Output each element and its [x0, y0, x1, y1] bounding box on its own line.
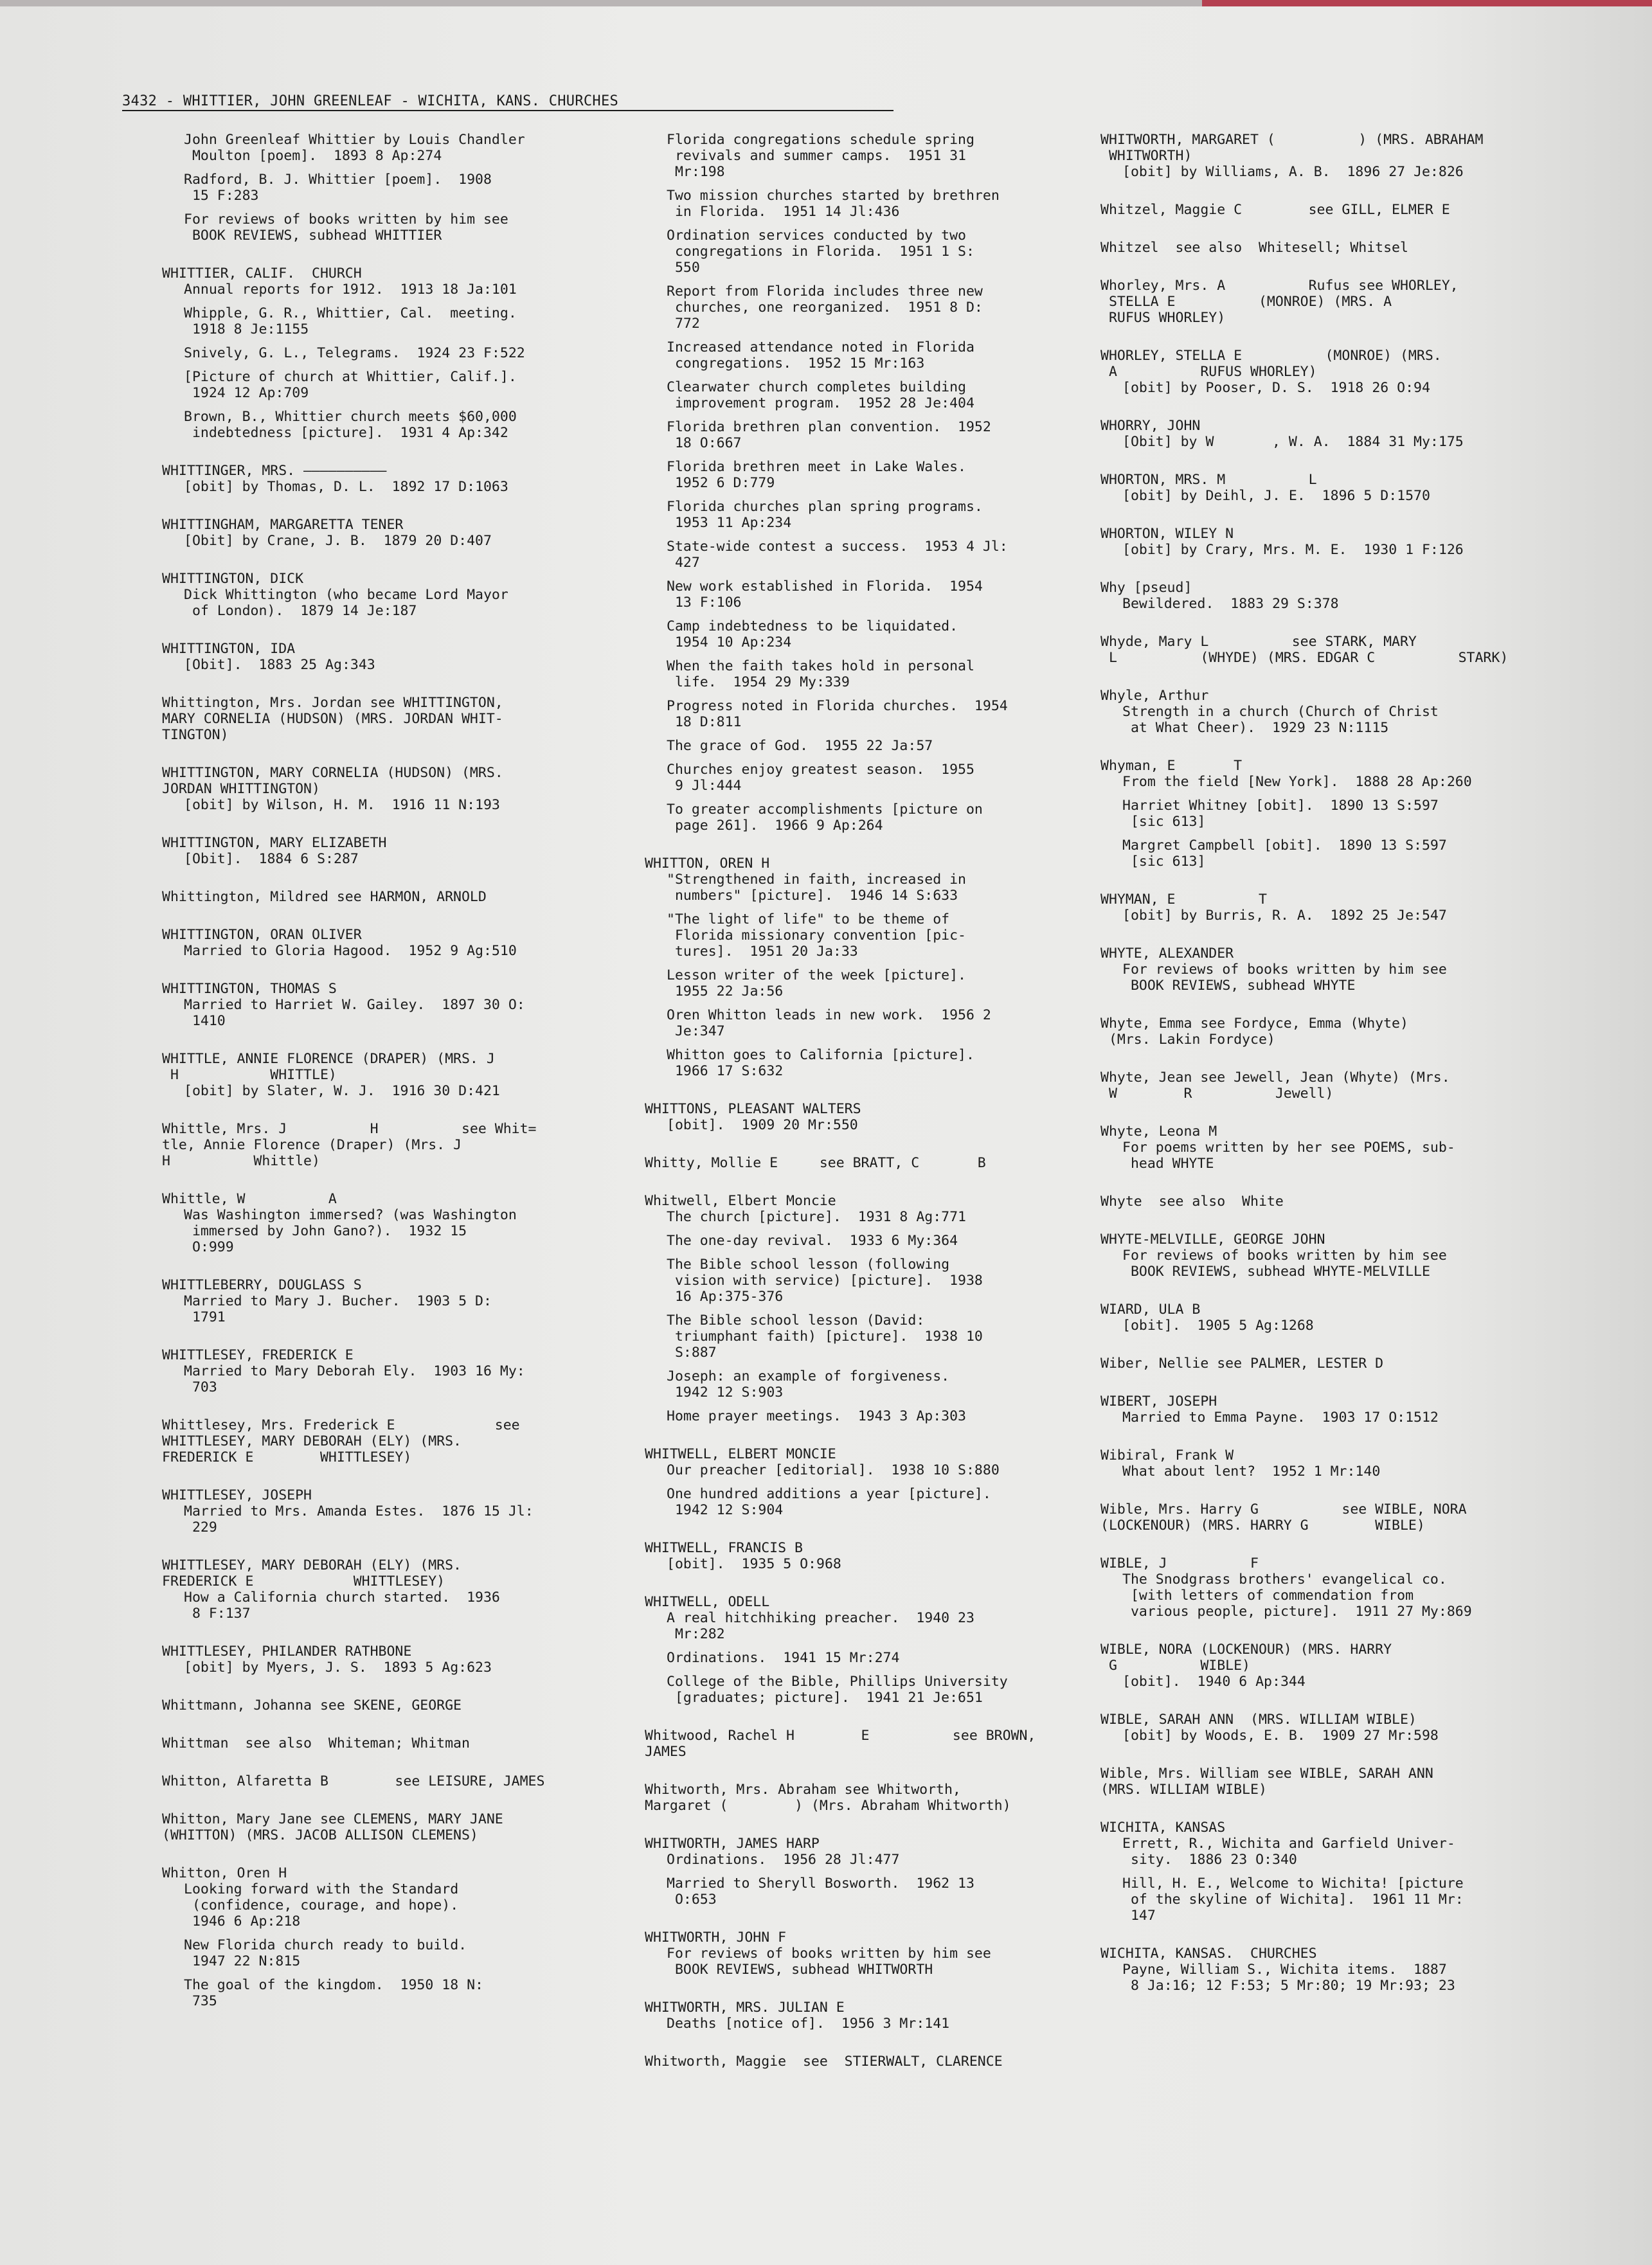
entry-citation: [Obit] by W , W. A. 1884 31 My:175 [1122, 434, 1464, 450]
index-entry [162, 1121, 586, 1169]
entry-citation: Ordinations. 1956 28 Jl:477 [667, 1852, 900, 1868]
index-entry [1100, 1393, 1570, 1426]
index-entry [162, 835, 586, 867]
index-entry [1100, 580, 1570, 612]
entry-citation: From the field [New York]. 1888 28 Ap:260 [1122, 774, 1472, 790]
index-entry [162, 765, 586, 813]
entry-heading: WHITWORTH, JAMES HARP [645, 1836, 820, 1852]
index-entry [162, 1697, 586, 1714]
index-entry [162, 132, 586, 244]
entry-citation: The church [picture]. 1931 8 Ag:771 [667, 1209, 966, 1225]
entry-heading: WICHITA, KANSAS [1100, 1820, 1226, 1836]
entry-citation: Was Washington immersed? (was Washington immersed by John Gano?). 1932 15 O:999 [184, 1207, 517, 1255]
entry-citation: Whitton goes to California [picture]. 1966 17 S:632 [667, 1047, 974, 1079]
entry-citation: The Snodgrass brothers' evangelical co. [with letters of commendation from various people, picture]. 1911 27 My:869 [1122, 1571, 1472, 1620]
entry-citation: The one-day revival. 1933 6 My:364 [667, 1233, 958, 1249]
entry-heading: Whittle, W A [162, 1191, 337, 1207]
index-entry [1100, 634, 1570, 666]
index-entry [1100, 1447, 1570, 1480]
entry-citation: "Strengthened in faith, increased in numbers" [picture]. 1946 14 S:633 [667, 872, 966, 904]
entry-heading: Whitzel see also Whitesell; Whitsel [1100, 240, 1408, 256]
index-entry [645, 1728, 1063, 1760]
index-entry [162, 517, 586, 549]
entry-heading: Whyde, Mary L see STARK, MARY L (WHYDE) (MRS. EDGAR C STARK) [1100, 634, 1509, 666]
index-entry [1100, 1766, 1570, 1798]
index-entry [162, 1051, 586, 1099]
index-entry [1100, 1712, 1570, 1744]
entry-citation: [obit]. 1909 20 Mr:550 [667, 1117, 858, 1133]
entry-heading: WIBLE, NORA (LOCKENOUR) (MRS. HARRY G WIBLE) [1100, 1642, 1392, 1674]
entry-heading: WHORRY, JOHN [1100, 418, 1201, 434]
entry-heading: Whyte, Emma see Fordyce, Emma (Whyte) (Mrs. Lakin Fordyce) [1100, 1016, 1408, 1048]
index-entry [1100, 758, 1570, 870]
index-entry [162, 695, 586, 743]
entry-citation: "The light of life" to be theme of Florida missionary convention [pic- tures]. 1951 20 Ja:33 [667, 911, 966, 960]
index-entry [645, 1155, 1063, 1171]
entry-citation: Camp indebtedness to be liquidated. 1954 10 Ap:234 [667, 618, 958, 650]
entry-citation: How a California church started. 1936 8 F:137 [184, 1589, 500, 1622]
entry-citation: [obit] by Pooser, D. S. 1918 26 O:94 [1122, 380, 1430, 396]
entry-heading: Whyte, Jean see Jewell, Jean (Whyte) (Mrs. W R Jewell) [1100, 1070, 1450, 1102]
index-entry [162, 889, 586, 905]
entry-heading: WHITTINGTON, THOMAS S [162, 981, 337, 997]
entry-heading: Wible, Mrs. William see WIBLE, SARAH ANN (MRS. WILLIAM WIBLE) [1100, 1766, 1433, 1798]
index-entry [1100, 1946, 1570, 1994]
entry-citation: For reviews of books written by him see BOOK REVIEWS, subhead WHITTIER [184, 211, 508, 244]
index-entry [1100, 945, 1570, 994]
entry-citation: Payne, William S., Wichita items. 1887 8 Ja:16; 12 F:53; 5 Mr:80; 19 Mr:93; 23 [1122, 1962, 1455, 1994]
entry-citation: Ordinations. 1941 15 Mr:274 [667, 1650, 900, 1666]
index-entry [645, 1594, 1063, 1706]
entry-citation: [Obit] by Crane, J. B. 1879 20 D:407 [184, 533, 492, 549]
entry-heading: WHITTLESEY, MARY DEBORAH (ELY) (MRS. FREDERICK E WHITTLESEY) [162, 1557, 462, 1589]
entry-citation: What about lent? 1952 1 Mr:140 [1122, 1464, 1381, 1480]
index-entry [1100, 1070, 1570, 1102]
entry-citation: [obit] by Crary, Mrs. M. E. 1930 1 F:126 [1122, 542, 1464, 558]
entry-citation: For reviews of books written by him see BOOK REVIEWS, subhead WHYTE-MELVILLE [1122, 1248, 1447, 1280]
index-entry [645, 1193, 1063, 1424]
entry-citation: Churches enjoy greatest season. 1955 9 Jl:444 [667, 762, 974, 794]
index-entry [1100, 348, 1570, 396]
entry-heading: Whittle, Mrs. J H see Whit= tle, Annie Florence (Draper) (Mrs. J H Whittle) [162, 1121, 537, 1169]
index-entry [1100, 202, 1570, 218]
entry-citation: [Obit]. 1884 6 S:287 [184, 851, 359, 867]
entry-heading: Wiber, Nellie see PALMER, LESTER D [1100, 1356, 1384, 1372]
entry-citation: One hundred additions a year [picture]. 1942 12 S:904 [667, 1486, 991, 1518]
index-entry [1100, 418, 1570, 450]
index-entry [162, 1865, 586, 2009]
entry-citation: The goal of the kingdom. 1950 18 N: 735 [184, 1977, 483, 2009]
entry-citation: Florida congregations schedule spring revivals and summer camps. 1951 31 Mr:198 [667, 132, 974, 180]
entry-citation: Florida brethren plan convention. 1952 18 O:667 [667, 419, 991, 451]
entry-citation: Increased attendance noted in Florida congregations. 1952 15 Mr:163 [667, 339, 974, 372]
entry-citation: Married to Mary Deborah Ely. 1903 16 My: 703 [184, 1363, 525, 1395]
index-entry [162, 641, 586, 673]
entry-heading: WHITTLEBERRY, DOUGLASS S [162, 1277, 362, 1293]
index-entry [162, 571, 586, 619]
entry-citation: Oren Whitton leads in new work. 1956 2 Je:347 [667, 1007, 991, 1039]
entry-citation: [obit]. 1935 5 O:968 [667, 1556, 841, 1572]
entry-heading: WHITTINGTON, MARY ELIZABETH [162, 835, 387, 851]
page-top-edge [0, 0, 1652, 6]
entry-heading: Whitwood, Rachel H E see BROWN, JAMES [645, 1728, 1036, 1760]
index-entry [645, 1929, 1063, 1978]
entry-heading: WIBLE, SARAH ANN (MRS. WILLIAM WIBLE) [1100, 1712, 1417, 1728]
entry-citation: Looking forward with the Standard (confidence, courage, and hope). 1946 6 Ap:218 [184, 1881, 459, 1929]
entry-heading: WHITWORTH, MRS. JULIAN E [645, 2000, 845, 2016]
entry-citation: For poems written by her see POEMS, sub- head WHYTE [1122, 1140, 1455, 1172]
entry-citation: When the faith takes hold in personal life. 1954 29 My:339 [667, 658, 974, 690]
entry-citation: Annual reports for 1912. 1913 18 Ja:101 [184, 282, 517, 298]
index-entry [162, 1347, 586, 1395]
entry-citation: Progress noted in Florida churches. 1954 18 D:811 [667, 698, 1008, 730]
entry-heading: WHITTON, OREN H [645, 855, 770, 872]
index-entry [645, 1540, 1063, 1572]
index-entry [645, 132, 1063, 834]
index-entry [645, 1446, 1063, 1518]
entry-citation: For reviews of books written by him see BOOK REVIEWS, subhead WHYTE [1122, 962, 1447, 994]
entry-heading: WHITTINGTON, MARY CORNELIA (HUDSON) (MRS. JORDAN WHITTINGTON) [162, 765, 503, 797]
index-entry [162, 1643, 586, 1676]
entry-citation: Married to Mary J. Bucher. 1903 5 D: 1791 [184, 1293, 492, 1325]
entry-citation: Married to Mrs. Amanda Estes. 1876 15 Jl: 229 [184, 1503, 534, 1535]
entry-citation: Florida brethren meet in Lake Wales. 1952 6 D:779 [667, 459, 966, 491]
column-1 [162, 132, 586, 2031]
index-entry [162, 463, 586, 495]
entry-heading: Whyle, Arthur [1100, 688, 1209, 704]
entry-citation: Ordination services conducted by two congregations in Florida. 1951 1 S: 550 [667, 228, 974, 276]
index-entry [1100, 472, 1570, 504]
entry-citation: Joseph: an example of forgiveness. 1942 12 S:903 [667, 1368, 950, 1401]
entry-heading: Whitzel, Maggie C see GILL, ELMER E [1100, 202, 1450, 218]
index-entry [1100, 1194, 1570, 1210]
entry-citation: State-wide contest a success. 1953 4 Jl: 427 [667, 539, 1008, 571]
entry-heading: Whitty, Mollie E see BRATT, C B [645, 1155, 986, 1171]
entry-heading: WHITTINGTON, ORAN OLIVER [162, 927, 362, 943]
entry-heading: Whittlesey, Mrs. Frederick E see WHITTLESEY, MARY DEBORAH (ELY) (MRS. FREDERICK E WHITTLESEY) [162, 1417, 520, 1465]
index-entry [645, 855, 1063, 1079]
column-2 [645, 132, 1063, 2091]
entry-citation: Dick Whittington (who became Lord Mayor of London). 1879 14 Je:187 [184, 587, 508, 619]
index-entry [1100, 1302, 1570, 1334]
entry-heading: Whitton, Oren H [162, 1865, 287, 1881]
entry-citation: Married to Emma Payne. 1903 17 O:1512 [1122, 1410, 1439, 1426]
index-entry [162, 1557, 586, 1622]
entry-citation: Deaths [notice of]. 1956 3 Mr:141 [667, 2016, 950, 2032]
page-header: 3432 - WHITTIER, JOHN GREENLEAF - WICHITA, KANS. CHURCHES [122, 93, 893, 111]
entry-heading: WHITWELL, ODELL [645, 1594, 770, 1610]
entry-citation: Report from Florida includes three new churches, one reorganized. 1951 8 D: 772 [667, 283, 983, 332]
entry-citation: [obit]. 1905 5 Ag:1268 [1122, 1318, 1314, 1334]
entry-citation: Strength in a church (Church of Christ at What Cheer). 1929 23 N:1115 [1122, 704, 1439, 736]
entry-heading: Whitworth, Mrs. Abraham see Whitworth, Margaret ( ) (Mrs. Abraham Whitworth) [645, 1782, 1011, 1814]
entry-heading: Whorley, Mrs. A Rufus see WHORLEY, STELLA E (MONROE) (MRS. A RUFUS WHORLEY) [1100, 278, 1459, 326]
entry-citation: Snively, G. L., Telegrams. 1924 23 F:522 [184, 345, 525, 361]
index-entry [1100, 1016, 1570, 1048]
entry-citation: Home prayer meetings. 1943 3 Ap:303 [667, 1408, 966, 1424]
entry-citation: Bewildered. 1883 29 S:378 [1122, 596, 1339, 612]
entry-heading: WHITWORTH, MARGARET ( ) (MRS. ABRAHAM WHITWORTH) [1100, 132, 1484, 164]
entry-citation: College of the Bible, Phillips University [graduates; picture]. 1941 21 Je:651 [667, 1674, 1008, 1706]
index-entry [645, 2054, 1063, 2070]
entry-heading: Whyte, Leona M [1100, 1124, 1217, 1140]
entry-citation: [obit]. 1940 6 Ap:344 [1122, 1674, 1306, 1690]
entry-citation: The grace of God. 1955 22 Ja:57 [667, 738, 933, 754]
index-entry [1100, 1555, 1570, 1620]
index-entry [1100, 278, 1570, 326]
index-entry [162, 1417, 586, 1465]
entry-heading: Whitworth, Maggie see STIERWALT, CLARENCE [645, 2054, 1003, 2070]
index-entry [645, 1782, 1063, 1814]
entry-heading: WHYMAN, E T [1100, 891, 1267, 908]
entry-citation: Margret Campbell [obit]. 1890 13 S:597 [sic 613] [1122, 837, 1447, 870]
index-entry [1100, 526, 1570, 558]
entry-citation: Our preacher [editorial]. 1938 10 S:880 [667, 1462, 1000, 1478]
entry-citation: Married to Harriet W. Gailey. 1897 30 O: 1410 [184, 997, 525, 1029]
entry-citation: Errett, R., Wichita and Garfield Univer- sity. 1886 23 O:340 [1122, 1836, 1455, 1868]
entry-citation: Brown, B., Whittier church meets $60,000 indebtedness [picture]. 1931 4 Ap:342 [184, 409, 517, 441]
entry-citation: Two mission churches started by brethren in Florida. 1951 14 Jl:436 [667, 188, 1000, 220]
entry-heading: Whittmann, Johanna see SKENE, GEORGE [162, 1697, 462, 1714]
entry-citation: [obit] by Deihl, J. E. 1896 5 D:1570 [1122, 488, 1430, 504]
index-entry [1100, 240, 1570, 256]
entry-heading: Whittington, Mildred see HARMON, ARNOLD [162, 889, 487, 905]
entry-heading: WHITWELL, ELBERT MONCIE [645, 1446, 836, 1462]
entry-heading: WHITTINGHAM, MARGARETTA TENER [162, 517, 404, 533]
index-entry [1100, 1231, 1570, 1280]
entry-heading: Whitton, Mary Jane see CLEMENS, MARY JANE (WHITTON) (MRS. JACOB ALLISON CLEMENS) [162, 1811, 503, 1843]
index-entry [1100, 1642, 1570, 1690]
entry-heading: WHITWORTH, JOHN F [645, 1929, 787, 1946]
entry-citation: [obit] by Woods, E. B. 1909 27 Mr:598 [1122, 1728, 1439, 1744]
entry-heading: WHITTLE, ANNIE FLORENCE (DRAPER) (MRS. J H WHITTLE) [162, 1051, 495, 1083]
entry-citation: Harriet Whitney [obit]. 1890 13 S:597 [sic 613] [1122, 798, 1439, 830]
entry-citation: Married to Sheryll Bosworth. 1962 13 O:653 [667, 1876, 974, 1908]
entry-citation: John Greenleaf Whittier by Louis Chandler Moulton [poem]. 1893 8 Ap:274 [184, 132, 525, 164]
entry-heading: WICHITA, KANSAS. CHURCHES [1100, 1946, 1317, 1962]
entry-heading: WHITTLESEY, JOSEPH [162, 1487, 312, 1503]
entry-citation: Clearwater church completes building improvement program. 1952 28 Je:404 [667, 379, 974, 411]
entry-heading: WHITTINGER, MRS. —————————— [162, 463, 387, 479]
entry-heading: Whitton, Alfaretta B see LEISURE, JAMES [162, 1773, 545, 1789]
entry-citation: New Florida church ready to build. 1947 22 N:815 [184, 1937, 467, 1969]
index-entry [162, 981, 586, 1029]
entry-heading: Whyte see also White [1100, 1194, 1284, 1210]
entry-heading: WHORLEY, STELLA E (MONROE) (MRS. A RUFUS WHORLEY) [1100, 348, 1442, 380]
index-entry [162, 1735, 586, 1751]
index-entry [645, 2000, 1063, 2032]
entry-heading: WIBERT, JOSEPH [1100, 1393, 1217, 1410]
entry-heading: WHITTLESEY, FREDERICK E [162, 1347, 354, 1363]
entry-citation: [obit] by Williams, A. B. 1896 27 Je:826 [1122, 164, 1464, 180]
entry-heading: Whitwell, Elbert Moncie [645, 1193, 836, 1209]
entry-citation: Lesson writer of the week [picture]. 1955 22 Ja:56 [667, 967, 966, 999]
entry-heading: WIBLE, J F [1100, 1555, 1259, 1571]
entry-heading: WHYTE, ALEXANDER [1100, 945, 1234, 962]
entry-heading: WHORTON, WILEY N [1100, 526, 1234, 542]
column-3 [1100, 132, 1570, 2016]
entry-citation: New work established in Florida. 1954 13 F:106 [667, 578, 983, 611]
entry-heading: WHITTONS, PLEASANT WALTERS [645, 1101, 861, 1117]
entry-heading: Whittington, Mrs. Jordan see WHITTINGTON, MARY CORNELIA (HUDSON) (MRS. JORDAN WHIT- TINGTON) [162, 695, 503, 743]
entry-heading: WHITWELL, FRANCIS B [645, 1540, 803, 1556]
entry-heading: WHITTINGTON, IDA [162, 641, 296, 657]
index-entry [1100, 132, 1570, 180]
entry-heading: WIARD, ULA B [1100, 1302, 1201, 1318]
index-entry [162, 1487, 586, 1535]
index-entry [1100, 1356, 1570, 1372]
entry-citation: To greater accomplishments [picture on page 261]. 1966 9 Ap:264 [667, 801, 983, 834]
entry-citation: Radford, B. J. Whittier [poem]. 1908 15 F:283 [184, 172, 492, 204]
index-entry [162, 265, 586, 441]
index-entry [162, 1191, 586, 1255]
entry-citation: For reviews of books written by him see BOOK REVIEWS, subhead WHITWORTH [667, 1946, 991, 1978]
entry-heading: WHYTE-MELVILLE, GEORGE JOHN [1100, 1231, 1325, 1248]
index-entry [645, 1101, 1063, 1133]
entry-citation: [obit] by Myers, J. S. 1893 5 Ag:623 [184, 1660, 492, 1676]
index-entry [162, 1773, 586, 1789]
entry-citation: [obit] by Thomas, D. L. 1892 17 D:1063 [184, 479, 508, 495]
entry-heading: Whyman, E T [1100, 758, 1243, 774]
entry-citation: [obit] by Wilson, H. M. 1916 11 N:193 [184, 797, 500, 813]
entry-citation: Florida churches plan spring programs. 1953 11 Ap:234 [667, 499, 983, 531]
entry-heading: Whittman see also Whiteman; Whitman [162, 1735, 470, 1751]
entry-heading: Wibiral, Frank W [1100, 1447, 1234, 1464]
entry-citation: [Picture of church at Whittier, Calif.]. 1924 12 Ap:709 [184, 369, 517, 401]
index-entry [1100, 1124, 1570, 1172]
index-entry [1100, 891, 1570, 924]
entry-citation: Whipple, G. R., Whittier, Cal. meeting. 1918 8 Je:1155 [184, 305, 517, 337]
entry-citation: A real hitchhiking preacher. 1940 23 Mr:282 [667, 1610, 974, 1642]
index-entry [1100, 1501, 1570, 1534]
index-entry [162, 1811, 586, 1843]
entry-heading: WHITTIER, CALIF. CHURCH [162, 265, 362, 282]
entry-citation: The Bible school lesson (following vision with service) [picture]. 1938 16 Ap:375-376 [667, 1257, 983, 1305]
entry-heading: Why [pseud] [1100, 580, 1192, 596]
entry-citation: Hill, H. E., Welcome to Wichita! [picture of the skyline of Wichita]. 1961 11 Mr: 147 [1122, 1876, 1464, 1924]
entry-heading: Wible, Mrs. Harry G see WIBLE, NORA (LOCKENOUR) (MRS. HARRY G WIBLE) [1100, 1501, 1467, 1534]
entry-citation: [obit] by Slater, W. J. 1916 30 D:421 [184, 1083, 500, 1099]
entry-heading: WHITTLESEY, PHILANDER RATHBONE [162, 1643, 412, 1660]
entry-citation: Married to Gloria Hagood. 1952 9 Ag:510 [184, 943, 517, 959]
index-entry [162, 1277, 586, 1325]
index-entry [645, 1836, 1063, 1908]
index-entry [1100, 688, 1570, 736]
index-entry [1100, 1820, 1570, 1924]
entry-citation: [Obit]. 1883 25 Ag:343 [184, 657, 375, 673]
entry-citation: [obit] by Burris, R. A. 1892 25 Je:547 [1122, 908, 1447, 924]
entry-citation: The Bible school lesson (David: triumphant faith) [picture]. 1938 10 S:887 [667, 1312, 983, 1361]
index-entry [162, 927, 586, 959]
entry-heading: WHITTINGTON, DICK [162, 571, 304, 587]
entry-heading: WHORTON, MRS. M L [1100, 472, 1317, 488]
